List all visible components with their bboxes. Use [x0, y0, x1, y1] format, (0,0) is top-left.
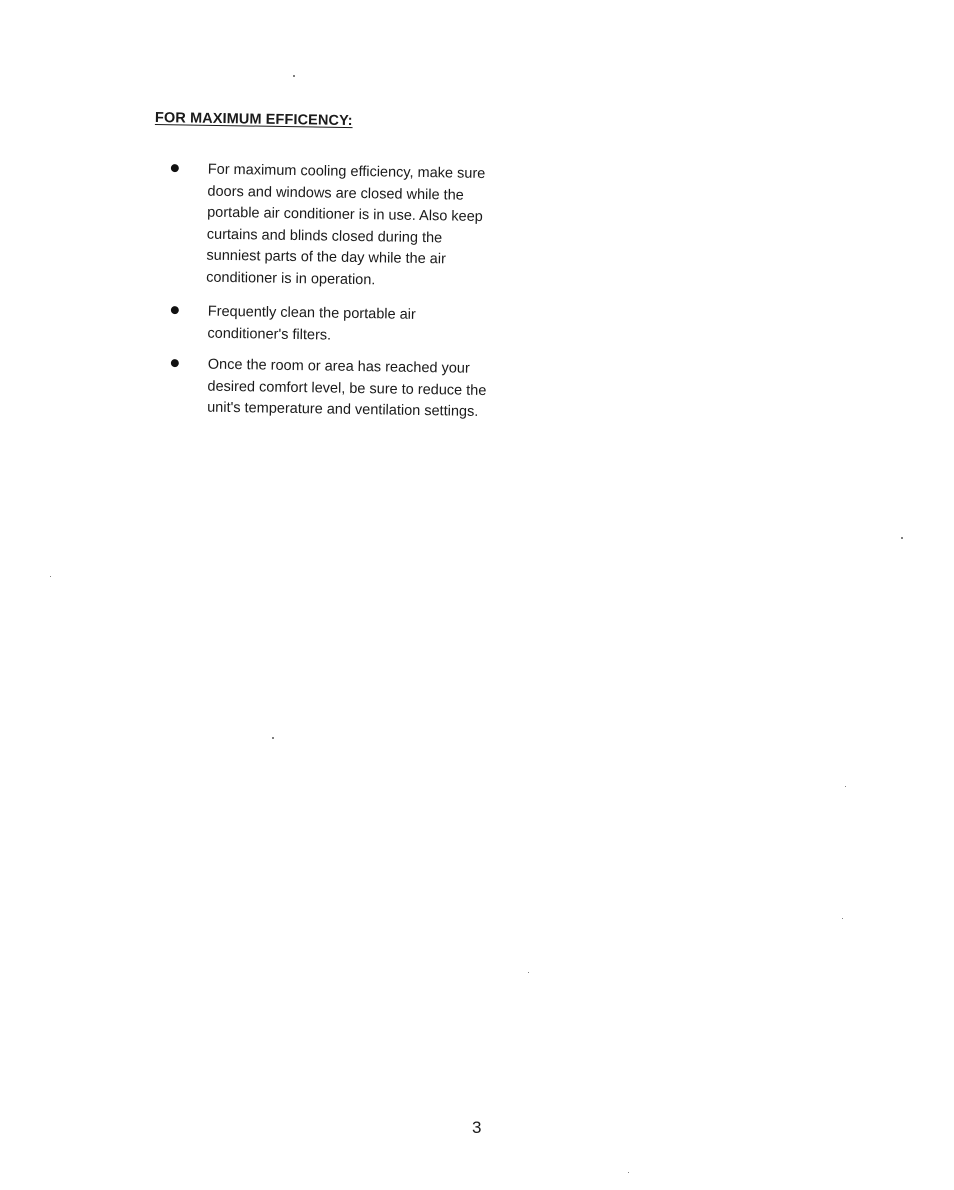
bullet-dot-icon — [171, 164, 179, 172]
scan-speck — [272, 737, 274, 739]
scan-speck — [842, 918, 843, 919]
bullet-item-reduce-settings — [167, 354, 528, 430]
scan-speck — [50, 576, 51, 577]
bullet-text: For maximum cooling efficiency, make sure doors and windows are closed while the portable air conditioner is in use. Also keep curtains and blinds closed during the sunniest parts of the day while the air conditioner is in operation. — [206, 161, 486, 288]
scan-speck — [628, 1172, 629, 1173]
scan-speck — [293, 75, 295, 77]
bullet-text: Frequently clean the portable air conditioner's filters. — [207, 303, 416, 344]
bullet-dot-icon — [171, 359, 179, 367]
scan-speck — [845, 786, 846, 787]
bullet-dot-icon — [171, 306, 179, 314]
bullet-text: Once the room or area has reached your desired comfort level, be sure to reduce the unit's temperature and ventilation settings. — [207, 356, 487, 420]
bullet-item-clean-filters — [167, 301, 528, 352]
scan-speck — [528, 972, 529, 973]
bullet-item-cooling-efficiency — [166, 159, 528, 300]
section-heading: FOR MAXIMUM EFFICENCY: — [154, 110, 353, 130]
scan-speck — [901, 537, 903, 539]
page-number: 3 — [472, 1118, 482, 1137]
